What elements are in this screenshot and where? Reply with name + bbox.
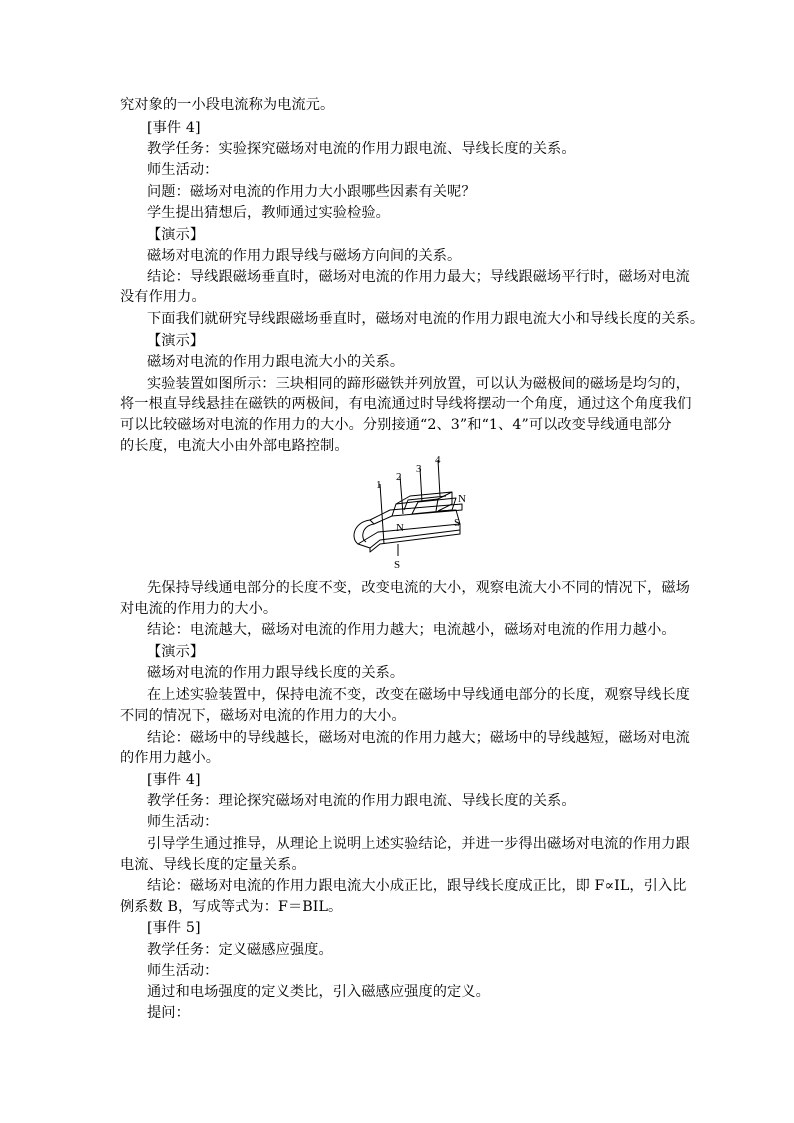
pole-label-s-side: S xyxy=(454,517,461,529)
wire-label-4: 4 xyxy=(435,454,441,466)
text-line: 问题：磁场对电流的作用力大小跟哪些因素有关呢？ xyxy=(147,184,476,200)
text-line: 【演示】 xyxy=(147,333,205,349)
text-line: 师生活动： xyxy=(147,162,219,178)
text-line: 通过和电场强度的定义类比，引入磁感应强度的定义。 xyxy=(147,984,490,1000)
magnet-apparatus-figure xyxy=(350,452,475,570)
text-line: 磁场对电流的作用力跟电流大小的关系。 xyxy=(147,354,405,370)
text-line: 的长度，电流大小由外部电路控制。 xyxy=(120,438,349,454)
text-line: 师生活动： xyxy=(147,963,219,979)
text-line: 先保持导线通电部分的长度不变，改变电流的大小，观察电流大小不同的情况下，磁场 xyxy=(147,580,690,596)
text-line: 教学任务：理论探究磁场对电流的作用力跟电流、导线长度的关系。 xyxy=(147,793,576,809)
text-line: 结论：导线跟磁场垂直时，磁场对电流的作用力最大；导线跟磁场平行时，磁场对电流 xyxy=(147,269,690,285)
text-line: 下面我们就研究导线跟磁场垂直时，磁场对电流的作用力跟电流大小和导线长度的关系。 xyxy=(147,311,705,327)
text-line: 可以比较磁场对电流的作用力的大小。分别接通“2、3”和“1、4”可以改变导线通电部分 xyxy=(120,417,672,433)
text-line: [事件 4] xyxy=(147,772,201,788)
text-line: 电流、导线长度的定量关系。 xyxy=(120,857,306,873)
text-line: 没有作用力。 xyxy=(120,289,206,305)
text-line: 的作用力越小。 xyxy=(120,750,221,766)
text-line: 【演示】 xyxy=(147,644,205,660)
text-line: 磁场对电流的作用力跟导线与磁场方向间的关系。 xyxy=(147,248,462,264)
text-line: 学生提出猜想后，教师通过实验检验。 xyxy=(147,205,390,221)
text-line: 教学任务：定义磁感应强度。 xyxy=(147,942,333,958)
text-line: 对电流的作用力的大小。 xyxy=(120,601,278,617)
text-line: 提问： xyxy=(147,1005,190,1021)
text-line: 结论：磁场对电流的作用力跟电流大小成正比，跟导线长度成正比，即 F∝IL，引入比 xyxy=(147,878,687,894)
magnet-apparatus-diagram xyxy=(350,452,475,570)
text-line: 例系数 B，写成等式为：F＝BIL。 xyxy=(120,899,343,915)
wire-label-3: 3 xyxy=(416,463,422,475)
text-line: 师生活动： xyxy=(147,814,219,830)
text-line: 不同的情况下，磁场对电流的作用力的大小。 xyxy=(120,708,406,724)
text-line: 实验装置如图所示：三块相同的蹄形磁铁并列放置，可以认为磁极间的磁场是均匀的， xyxy=(147,376,690,392)
text-line: 将一根直导线悬挂在磁铁的两极间，有电流通过时导线将摆动一个角度，通过这个角度我们 xyxy=(120,396,692,412)
pole-label-n-mid: N xyxy=(396,522,404,534)
text-line: 【演示】 xyxy=(147,227,205,243)
text-line: [事件 5] xyxy=(147,920,201,936)
text-line: 引导学生通过推导，从理论上说明上述实验结论，并进一步得出磁场对电流的作用力跟 xyxy=(147,836,690,852)
wire-label-1: 1 xyxy=(376,479,382,491)
text-line: 结论：磁场中的导线越长，磁场对电流的作用力越大；磁场中的导线越短，磁场对电流 xyxy=(147,730,690,746)
wire-label-2: 2 xyxy=(396,471,402,483)
pole-label-n-top: N xyxy=(458,493,466,505)
pole-label-s-bottom: S xyxy=(394,559,401,570)
text-line: [事件 4] xyxy=(147,120,201,136)
text-line: 磁场对电流的作用力跟导线长度的关系。 xyxy=(147,665,405,681)
text-line: 究对象的一小段电流称为电流元。 xyxy=(120,97,335,113)
text-line: 在上述实验装置中，保持电流不变，改变在磁场中导线通电部分的长度，观察导线长度 xyxy=(147,687,690,703)
text-line: 结论：电流越大，磁场对电流的作用力越大；电流越小，磁场对电流的作用力越小。 xyxy=(147,622,676,638)
text-line: 教学任务：实验探究磁场对电流的作用力跟电流、导线长度的关系。 xyxy=(147,141,576,157)
